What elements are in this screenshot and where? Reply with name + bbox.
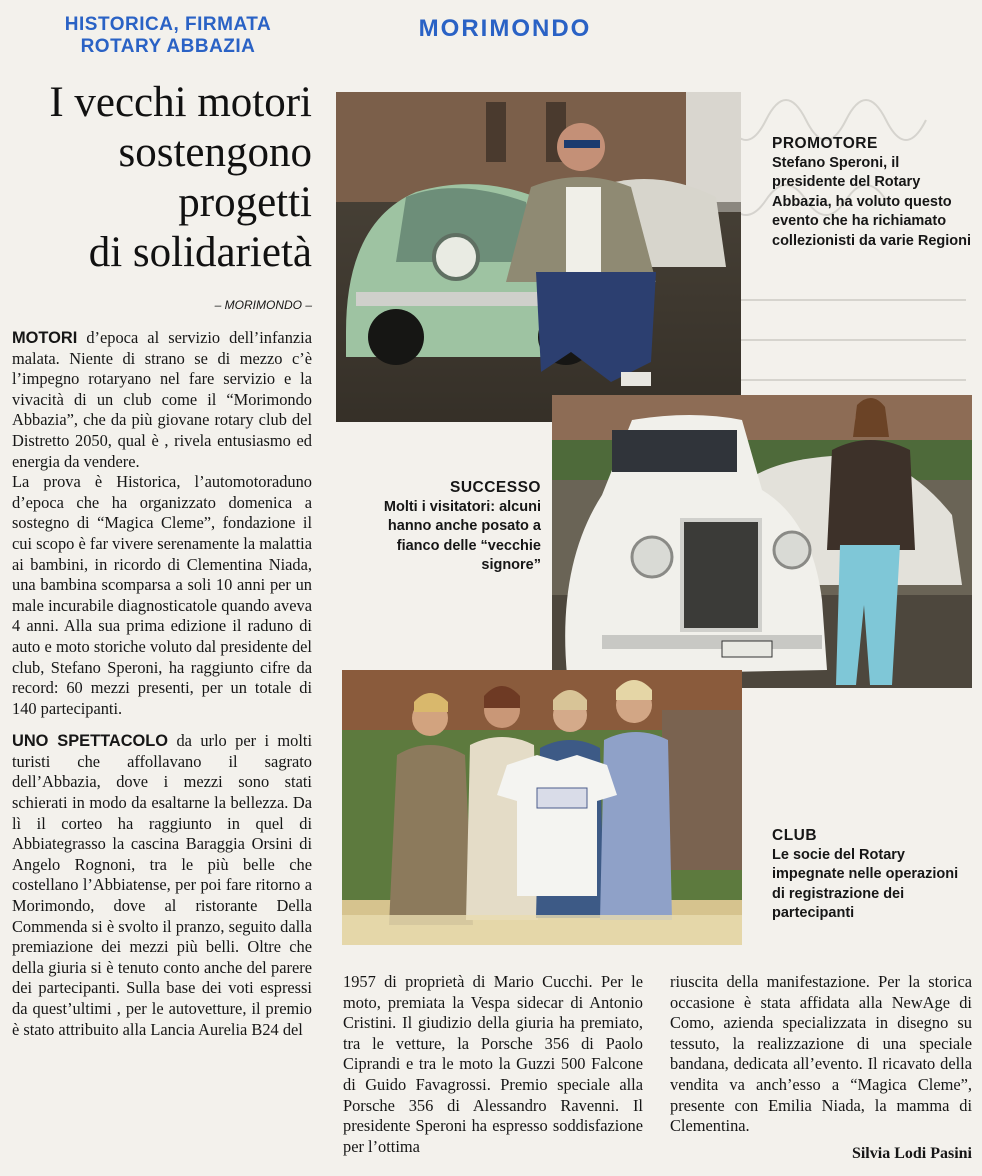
section-kicker <box>18 14 318 58</box>
paragraph-1-text: d’epoca al servizio dell’infanzia malata. Niente di strano se di mezzo c’è l’impegno rotaryano nel fare servizio e la vivacità di un club come il “Morimondo Abbazia”, che da più giovane rotary club del Distretto 2050, qual è , rivela entusiasmo ed energia da vendere. <box>12 328 312 471</box>
headline <box>6 78 312 278</box>
article-column-3: riuscita della manifestazione. Per la storica occasione è stata affidata alla NewAge di Como, azienda specializzata in disegno su tessuto, la realizzazione di una speciale bandana, dedicata all’evento. Il ricavato della vendita va anch’esso a “Magica Cleme”, presente con Emilia Niada, la mamma di Clementina. <box>670 972 972 1136</box>
caption-successo-title: SUCCESSO <box>450 479 541 496</box>
caption-promotore-text: Stefano Speroni, il presidente del Rotary Abbazia, ha voluto questo evento che ha richiamato collezionisti da varie Regioni <box>772 154 972 249</box>
author-signature: Silvia Lodi Pasini <box>851 1145 972 1162</box>
lead-word-2: UNO SPETTACOLO <box>12 732 169 751</box>
caption-club-text: Le socie del Rotary impegnate nelle operazioni di registrazione dei partecipanti <box>772 846 959 921</box>
photo-successo-image <box>552 395 972 688</box>
dateline: – MORIMONDO – <box>214 298 312 312</box>
headline-line-4: di solidarietà <box>88 229 312 276</box>
headline-line-1: I vecchi motori <box>49 79 312 126</box>
headline-line-2: sostengono <box>118 129 312 176</box>
paragraph-1 <box>12 328 312 472</box>
photo-club-image <box>342 670 742 945</box>
caption-promotore-title: PROMOTORE <box>772 135 878 152</box>
headline-line-3: progetti <box>178 179 312 226</box>
caption-promotore <box>772 134 972 251</box>
caption-successo-text: Molti i visitatori: alcuni hanno anche posato a fianco delle “vecchie signore” <box>383 498 541 573</box>
caption-club-title: CLUB <box>772 827 818 844</box>
kicker-line-1: HISTORICA, FIRMATA <box>64 14 272 35</box>
lead-word-1: MOTORI <box>12 329 78 347</box>
paragraph-2: La prova è Historica, l’automotoraduno d’epoca che ha organizzato domenica a sostegno di “Magica Cleme”, fondazione il cui scopo è far vivere serenamente la malattia ai bambini, in ricordo di Clementina Niada, una bambina scomparsa a soli 10 anni per un male incurabile diagnosticatole quando aveva 4 anni. Alla sua prima edizione il raduno di auto e moto storiche voluto dal presidente del club, Stefano Speroni, ha raggiunto cifre da record: 60 mezzi presenti, per un totale di 140 partecipanti. <box>12 472 312 718</box>
paragraph-3 <box>12 731 312 1040</box>
paragraph-3-text: da urlo per i molti turisti che affollavano il sagrato dell’Abbazia, dove i mezzi sono stati schierati in modo da esaltarne la bellezza. Da lì il corteo ha raggiunto in quel di Abbiategrasso la cascina Baraggia Orsini di Angelo Rognoni, tra le più belle che costellano l’Abbiatense, per poi fare ritorno a Morimondo, dove al ristorante Della Commenda si è svolto il pranzo, seguito dalla premiazione dei mezzi più belli. Oltre che della giuria si è tenuto conto anche del parere dei partecipanti. Sulla base dei voti espressi da quest’ultimi , per le autovetture, il premio è stato attribuito alla Lancia Aurelia B24 del <box>12 731 312 1039</box>
article-column-2: 1957 di proprietà di Mario Cucchi. Per le moto, premiata la Vespa sidecar di Antonio Cristini. Il giudizio della giuria ha premiato, tra le vetture, la Porsche 356 di Paolo Ciprandi e tra le moto la Guzzi 500 Falcone di Guido Favagrossi. Premio speciale alla Porsche 356 di Alessandro Ravenni. Il presidente Speroni ha espresso soddisfazione per l’ottima <box>343 972 643 1156</box>
photo-successo <box>552 395 972 688</box>
caption-successo <box>345 478 541 576</box>
location-kicker: MORIMONDO <box>418 15 592 42</box>
photo-club <box>342 670 742 945</box>
article-column-1 <box>12 328 312 1052</box>
kicker-line-2: ROTARY ABBAZIA <box>80 36 256 57</box>
photo-promotore-image <box>336 92 741 422</box>
caption-club <box>772 826 972 924</box>
photo-promotore <box>336 92 741 422</box>
